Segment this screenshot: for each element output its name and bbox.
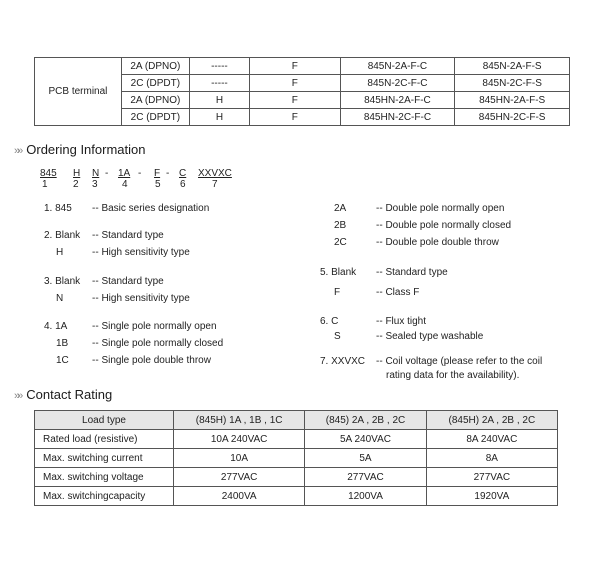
- contact-type-cell: 2A (DPNO): [121, 58, 189, 75]
- ordering-value: -- Double pole double throw: [376, 237, 499, 248]
- ordering-value: -- Flux tight: [376, 316, 427, 327]
- ordering-key: 1C: [56, 355, 69, 366]
- row-label: Max. switching voltage: [35, 468, 174, 487]
- code-separator: -: [105, 168, 109, 179]
- ordering-key: F: [334, 287, 341, 298]
- column-header: (845) 2A , 2B , 2C: [305, 411, 426, 430]
- contact-type-cell: 2C (DPDT): [121, 75, 189, 92]
- ordering-key: 2B: [334, 220, 347, 231]
- code-number: 4: [122, 179, 128, 190]
- double-chevron-icon: »»: [14, 390, 21, 402]
- ordering-information-title: Ordering Information: [26, 142, 146, 157]
- code-segment-contact: 1A: [118, 168, 131, 179]
- sensitivity-cell: H: [189, 92, 249, 109]
- ordering-value: -- Single pole double throw: [92, 355, 211, 366]
- ordering-key: 3. Blank: [44, 276, 81, 287]
- table-cell: 10A: [174, 449, 305, 468]
- ordering-key: 7. XXVXC: [320, 356, 366, 367]
- sealed-part-cell: 845N-2A-F-S: [455, 58, 570, 75]
- ordering-value: -- High sensitivity type: [92, 247, 190, 258]
- pcb-terminal-label: PCB terminal: [35, 58, 122, 126]
- code-segment-type: N: [92, 168, 100, 179]
- code-number: 3: [92, 179, 98, 190]
- flux-tight-part-cell: 845N-2C-F-C: [340, 75, 455, 92]
- table-row: [35, 430, 558, 449]
- code-number: 5: [155, 179, 161, 190]
- ordering-value: -- Standard type: [92, 230, 164, 241]
- table-row: [35, 468, 558, 487]
- code-segment-sensitivity: H: [73, 168, 81, 179]
- ordering-value: -- Single pole normally closed: [92, 338, 224, 349]
- table-cell: 8A 240VAC: [426, 430, 557, 449]
- class-cell: F: [250, 58, 341, 75]
- ordering-value: -- Double pole normally closed: [376, 220, 512, 231]
- class-cell: F: [250, 109, 341, 126]
- ordering-value: rating data for the availability).: [386, 370, 520, 381]
- flux-tight-part-cell: 845HN-2C-F-C: [340, 109, 455, 126]
- double-chevron-icon: »»: [14, 145, 21, 157]
- row-label: Max. switching current: [35, 449, 174, 468]
- sensitivity-cell: -----: [189, 58, 249, 75]
- ordering-information-heading: [14, 142, 145, 157]
- ordering-value: -- Basic series designation: [92, 203, 210, 214]
- table-cell: 5A 240VAC: [305, 430, 426, 449]
- table-cell: 1920VA: [426, 487, 557, 506]
- ordering-key: 2. Blank: [44, 230, 81, 241]
- ordering-value: -- Standard type: [92, 276, 164, 287]
- column-header: (845H) 2A , 2B , 2C: [426, 411, 557, 430]
- ordering-value: -- Standard type: [376, 267, 448, 278]
- table-cell: 277VAC: [426, 468, 557, 487]
- ordering-value: -- Coil voltage (please refer to the coil: [376, 356, 543, 367]
- class-cell: F: [250, 75, 341, 92]
- class-cell: F: [250, 92, 341, 109]
- ordering-key: S: [334, 331, 341, 342]
- sealed-part-cell: 845HN-2C-F-S: [455, 109, 570, 126]
- contact-type-cell: 2C (DPDT): [121, 109, 189, 126]
- code-segment-series: 845: [40, 168, 57, 179]
- code-number: 7: [212, 179, 218, 190]
- contact-type-cell: 2A (DPNO): [121, 92, 189, 109]
- ordering-key: 6. C: [320, 316, 339, 327]
- table-cell: 277VAC: [305, 468, 426, 487]
- code-segment-enclosure: C: [179, 168, 187, 179]
- sealed-part-cell: 845N-2C-F-S: [455, 75, 570, 92]
- code-segment-class: F: [154, 168, 161, 179]
- ordering-value: -- High sensitivity type: [92, 293, 190, 304]
- table-cell: 8A: [426, 449, 557, 468]
- ordering-value: -- Single pole normally open: [92, 321, 217, 332]
- table-row: [35, 487, 558, 506]
- code-segment-coil: XXVXC: [198, 168, 232, 179]
- contact-rating-table: [34, 410, 558, 506]
- flux-tight-part-cell: 845HN-2A-F-C: [340, 92, 455, 109]
- table-row: [35, 58, 570, 75]
- code-separator: -: [138, 168, 142, 179]
- table-cell: 10A 240VAC: [174, 430, 305, 449]
- ordering-key: 1B: [56, 338, 69, 349]
- sensitivity-cell: -----: [189, 75, 249, 92]
- code-separator: -: [166, 168, 170, 179]
- row-label: Max. switchingcapacity: [35, 487, 174, 506]
- row-label: Rated load (resistive): [35, 430, 174, 449]
- ordering-key: H: [56, 247, 64, 258]
- code-number: 1: [42, 179, 48, 190]
- table-cell: 1200VA: [305, 487, 426, 506]
- contact-rating-title: Contact Rating: [26, 387, 113, 402]
- ordering-key: 5. Blank: [320, 267, 357, 278]
- column-header: (845H) 1A , 1B , 1C: [174, 411, 305, 430]
- flux-tight-part-cell: 845N-2A-F-C: [340, 58, 455, 75]
- table-cell: 2400VA: [174, 487, 305, 506]
- code-number: 6: [180, 179, 186, 190]
- table-row: [35, 449, 558, 468]
- table-cell: 277VAC: [174, 468, 305, 487]
- column-header: Load type: [35, 411, 174, 430]
- code-number: 2: [73, 179, 79, 190]
- ordering-value: -- Sealed type washable: [376, 331, 484, 342]
- ordering-key: 1. 845: [44, 203, 72, 214]
- contact-rating-heading: [14, 387, 112, 402]
- table-cell: 5A: [305, 449, 426, 468]
- sealed-part-cell: 845HN-2A-F-S: [455, 92, 570, 109]
- ordering-value: -- Double pole normally open: [376, 203, 505, 214]
- ordering-key: N: [56, 293, 64, 304]
- ordering-key: 2A: [334, 203, 347, 214]
- pcb-terminal-table: [34, 57, 570, 126]
- ordering-key: 4. 1A: [44, 321, 68, 332]
- table-header-row: [35, 411, 558, 430]
- sensitivity-cell: H: [189, 109, 249, 126]
- ordering-key: 2C: [334, 237, 347, 248]
- ordering-value: -- Class F: [376, 287, 420, 298]
